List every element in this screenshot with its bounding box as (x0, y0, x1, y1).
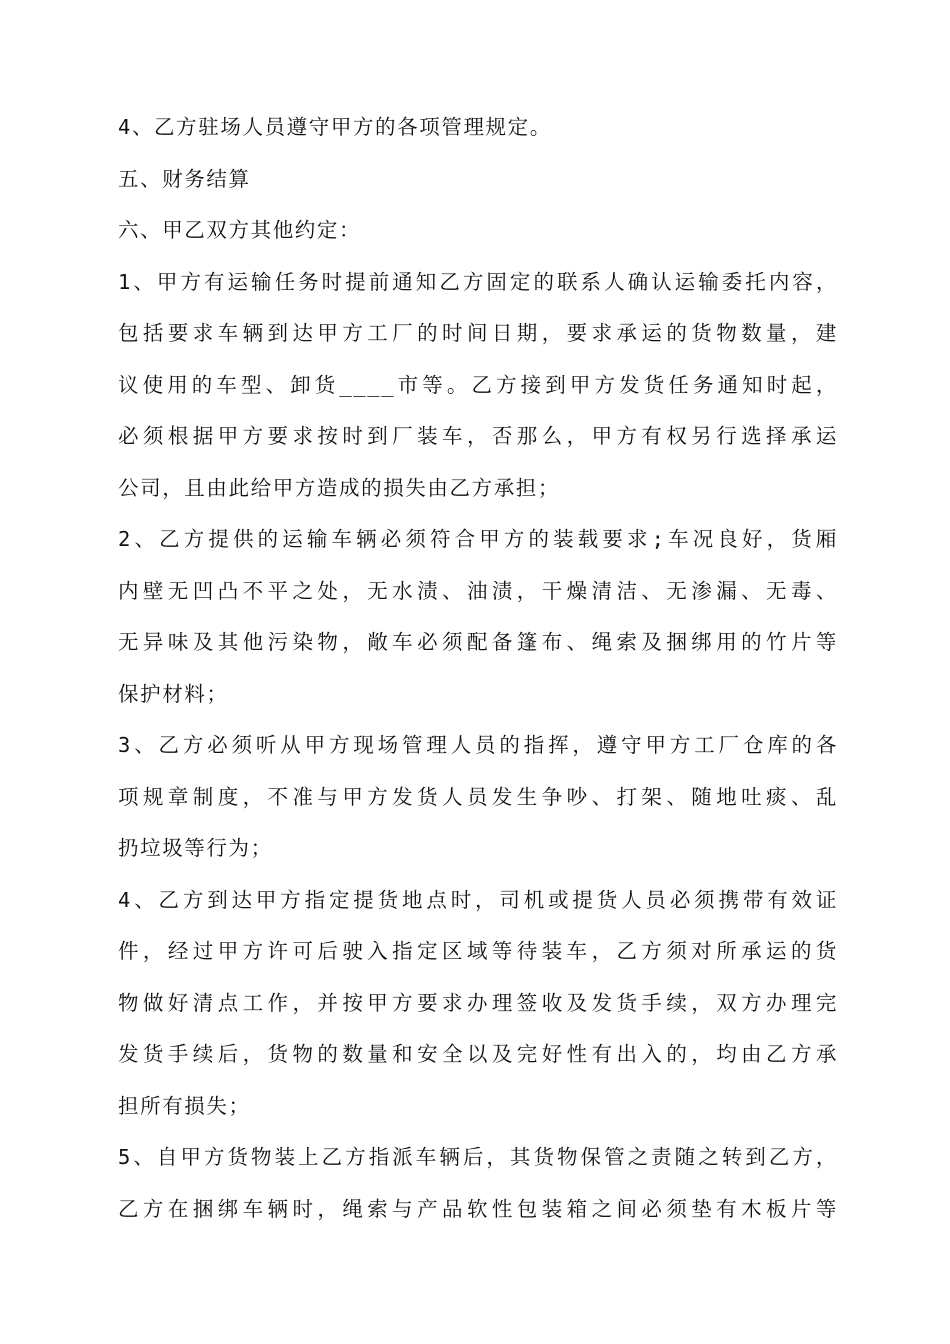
text-line: 包括要求车辆到达甲方工厂的时间日期，要求承运的货物数量，建 (118, 321, 838, 345)
text-line: 件，经过甲方许可后驶入指定区域等待装车，乙方须对所承运的货 (118, 939, 838, 963)
text-line: 保护材料； (118, 681, 229, 706)
text-line: 1、甲方有运输任务时提前通知乙方固定的联系人确认运输委托内容， (118, 269, 838, 294)
text-line: 担所有损失； (118, 1093, 251, 1118)
document-body (118, 102, 838, 1235)
text-line: 5、自甲方货物装上乙方指派车辆后，其货物保管之责随之转到乙方， (118, 1145, 838, 1169)
section-heading: 五、财务结算 (118, 166, 251, 191)
section-heading: 六、甲乙双方其他约定： (118, 218, 362, 242)
text-line: 3、乙方必须听从甲方现场管理人员的指挥，遵守甲方工厂仓库的各 (118, 733, 838, 757)
text-line: 必须根据甲方要求按时到厂装车，否那么，甲方有权另行选择承运 (118, 424, 838, 448)
text-line: 议使用的车型、卸货____市等。乙方接到甲方发货任务通知时起， (118, 372, 838, 397)
text-line: 项规章制度，不准与甲方发货人员发生争吵、打架、随地吐痰、乱 (118, 784, 838, 809)
text-line: 公司，且由此给甲方造成的损失由乙方承担； (118, 475, 560, 500)
text-line: 乙方在捆绑车辆时，绳索与产品软性包装箱之间必须垫有木板片等 (118, 1196, 838, 1221)
text-line: 内壁无凹凸不平之处，无水渍、油渍，干燥清洁、无渗漏、无毒、 (118, 578, 838, 603)
text-line: 无异味及其他污染物，敞车必须配备篷布、绳索及捆绑用的竹片等 (118, 630, 838, 654)
text-line: 4、乙方到达甲方指定提货地点时，司机或提货人员必须携带有效证 (118, 887, 838, 912)
text-line: 扔垃圾等行为； (118, 836, 273, 860)
text-line: 物做好清点工作，并按甲方要求办理签收及发货手续，双方办理完 (118, 990, 838, 1015)
text-line: 4、乙方驻场人员遵守甲方的各项管理规定。 (118, 115, 552, 139)
text-line: 发货手续后，货物的数量和安全以及完好性有出入的，均由乙方承 (118, 1042, 838, 1066)
text-line: 2、乙方提供的运输车辆必须符合甲方的装载要求;车况良好，货厢 (118, 527, 838, 551)
